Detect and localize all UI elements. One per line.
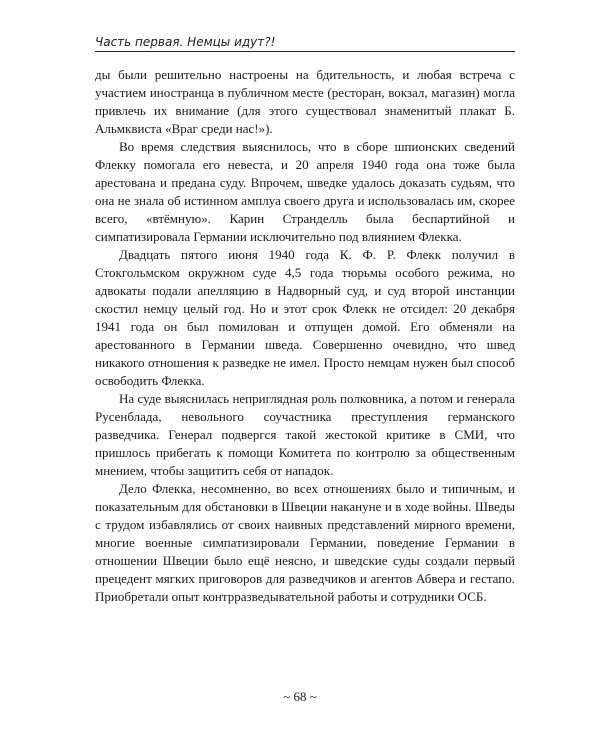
- paragraph-5: Дело Флекка, несомненно, во всех отношениях было и типичным, и показательным для обстановки в Швеции накануне и в ходе войны. Шведы с трудом избавлялись от своих наивных представлений мирного времени, многие военные симпатизировали Германии, поведение Германии в отношении Швеции было ещё неясно, и шведские суды создали первый прецедент мягких приговоров для разведчиков и агентов Абвера и гестапо. Приобретали опыт контрразведывательной работы и сотрудники ОСБ.: [95, 481, 515, 604]
- paragraph-4: На суде выяснилась неприглядная роль полковника, а потом и генерала Русенблада, невольного соучастника преступления германского разведчика. Генерал подвергся такой жестокой критике в СМИ, что пришлось прибегать к помощи Комитета по контролю за общественным мнением, чтобы защитить себя от нападок.: [95, 391, 515, 478]
- paragraph-2: Во время следствия выяснилось, что в сборе шпионских сведений Флекку помогала его невеста, и 20 апреля 1940 года она тоже была арестована и предана суду. Впрочем, шведке удалось доказать судьям, что она не знала об истинном амплуа своего друга и использовалась им, скорее всего, «втёмную». Карин Странделль была беспартийной и симпатизировала Германии исключительно под влиянием Флекка.: [95, 139, 515, 244]
- body-text: [95, 66, 515, 606]
- paragraph-1: ды были решительно настроены на бдительность, и любая встреча с участием иностранца в публичном месте (ресторан, вокзал, магазин) могла привлечь их внимание (для этого существовал знаменитый плакат Б. Альмквиста «Враг среди нас!»).: [95, 67, 515, 136]
- paragraph-3: Двадцать пятого июня 1940 года К. Ф. Р. Флекк получил в Стокгольмском окружном суде 4,5 года тюрьмы особого режима, но адвокаты подали апелляцию в Надворный суд, и суд второй инстанции скостил немцу целый год. Но и этот срок Флекк не отсидел: 20 декабря 1941 года он был помилован и отпущен домой. Его обменяли на арестованного в Германии шведа. Совершенно очевидно, что швед никакого отношения к разведке не имел. Просто немцам нужен был способ освободить Флекка.: [95, 247, 515, 388]
- header-rule: [95, 51, 515, 52]
- running-header: Часть первая. Немцы идут?!: [95, 35, 276, 49]
- page-number: ~ 68 ~: [283, 689, 317, 704]
